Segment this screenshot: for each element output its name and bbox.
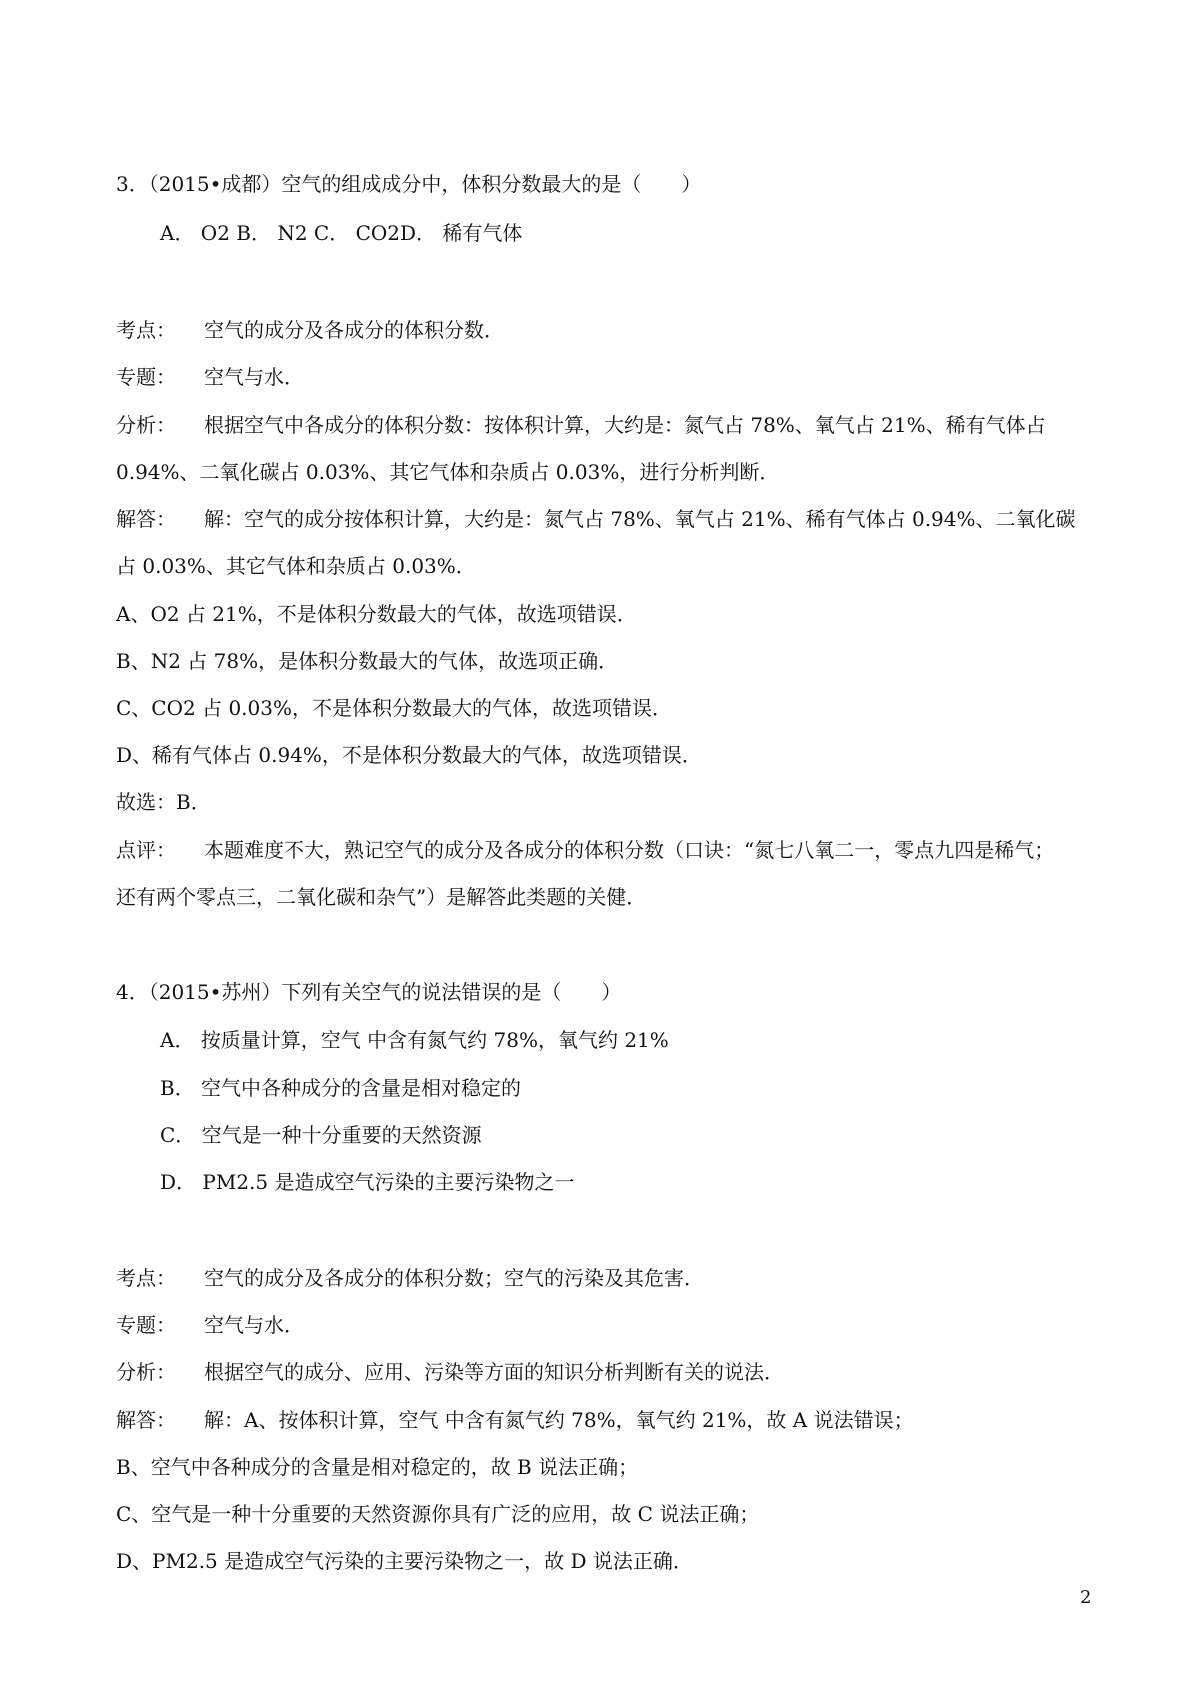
q3-kaodian-label: 考点： (116, 318, 176, 342)
q4-fenxi-label: 分析： (116, 1360, 176, 1384)
q3-kaodian-text: 空气的成分及各成分的体积分数． (204, 318, 504, 342)
q4-zhuanti-text: 空气与水． (204, 1313, 304, 1337)
q3-solution-d: D、稀有气体占 0.94%，不是体积分数最大的气体，故选项错误． (116, 743, 702, 767)
q3-fenxi-row (116, 411, 1046, 439)
q3-options: A． O2 B． N2 C． CO2D． 稀有气体 (160, 221, 523, 245)
q4-jieda-label: 解答： (116, 1408, 176, 1432)
q4-zhuanti-row (116, 1311, 304, 1339)
q3-zhuanti-label: 专题： (116, 365, 176, 389)
q4-stem: 4．（2015•苏州）下列有关空气的说法错误的是（ ） (116, 980, 622, 1004)
q3-solution-c: C、CO2 占 0.03%，不是体积分数最大的气体，故选项错误． (116, 696, 672, 720)
q4-kaodian-label: 考点： (116, 1266, 176, 1290)
q3-kaodian-row (116, 316, 504, 344)
q3-jieda-text-2: 占 0.03%、其它气体和杂质占 0.03%． (116, 554, 476, 578)
q3-zhuanti-text: 空气与水． (204, 365, 304, 389)
q3-jieda-text-1: 解：空气的成分按体积计算，大约是：氮气占 78%、氧气占 21%、稀有气体占 0.94%、二氧化碳 (204, 507, 1076, 531)
q3-fenxi-text-1: 根据空气中各成分的体积分数：按体积计算，大约是：氮气占 78%、氧气占 21%、稀有气体占 (204, 413, 1046, 437)
q4-solution-c: C、空气是一种十分重要的天然资源你具有广泛的应用，故 C 说法正确； (116, 1502, 760, 1526)
q3-solution-a: A、O2 占 21%，不是体积分数最大的气体，故选项错误． (116, 602, 637, 626)
q4-solution-b: B、空气中各种成分的含量是相对稳定的，故 B 说法正确； (116, 1455, 639, 1479)
q3-dianping-label: 点评： (116, 838, 176, 862)
q3-dianping-row (116, 836, 1054, 864)
q4-option-c: C． 空气是一种十分重要的天然资源 (160, 1123, 482, 1147)
q4-solution-d: D、PM2.5 是造成空气污染的主要污染物之一，故 D 说法正确． (116, 1549, 693, 1573)
q4-jieda-text-1: 解：A、按体积计算，空气 中含有氮气约 78%，氧气约 21%，故 A 说法错误； (204, 1408, 914, 1432)
q3-fenxi-text-2: 0.94%、二氧化碳占 0.03%、其它气体和杂质占 0.03%，进行分析判断． (116, 460, 780, 484)
q3-solution-b: B、N2 占 78%，是体积分数最大的气体，故选项正确． (116, 649, 619, 673)
q3-jieda-label: 解答： (116, 507, 176, 531)
q4-fenxi-row (116, 1358, 784, 1386)
q4-kaodian-text: 空气的成分及各成分的体积分数；空气的污染及其危害． (204, 1266, 704, 1290)
q4-kaodian-row (116, 1264, 704, 1292)
q3-fenxi-label: 分析： (116, 413, 176, 437)
q4-option-a: A． 按质量计算，空气 中含有氮气约 78%，氧气约 21% (160, 1028, 669, 1052)
q3-dianping-text-1: 本题难度不大，熟记空气的成分及各成分的体积分数（口诀：“氮七八氧二一，零点九四是稀气； (204, 838, 1055, 862)
q4-zhuanti-label: 专题： (116, 1313, 176, 1337)
q3-answer: 故选：B． (116, 790, 211, 814)
q3-jieda-row (116, 505, 1076, 533)
q4-option-d: D． PM2.5 是造成空气污染的主要污染物之一 (160, 1170, 575, 1194)
q4-jieda-row (116, 1406, 914, 1434)
q3-zhuanti-row (116, 363, 304, 391)
q3-stem: 3．（2015•成都）空气的组成成分中，体积分数最大的是（ ） (116, 172, 702, 196)
q4-option-b: B． 空气中各种成分的含量是相对稳定的 (160, 1076, 522, 1100)
q3-dianping-text-2: 还有两个零点三，二氧化碳和杂气”）是解答此类题的关健． (116, 885, 647, 909)
q4-fenxi-text: 根据空气的成分、应用、污染等方面的知识分析判断有关的说法． (204, 1360, 784, 1384)
page-number: 2 (1080, 1587, 1092, 1608)
